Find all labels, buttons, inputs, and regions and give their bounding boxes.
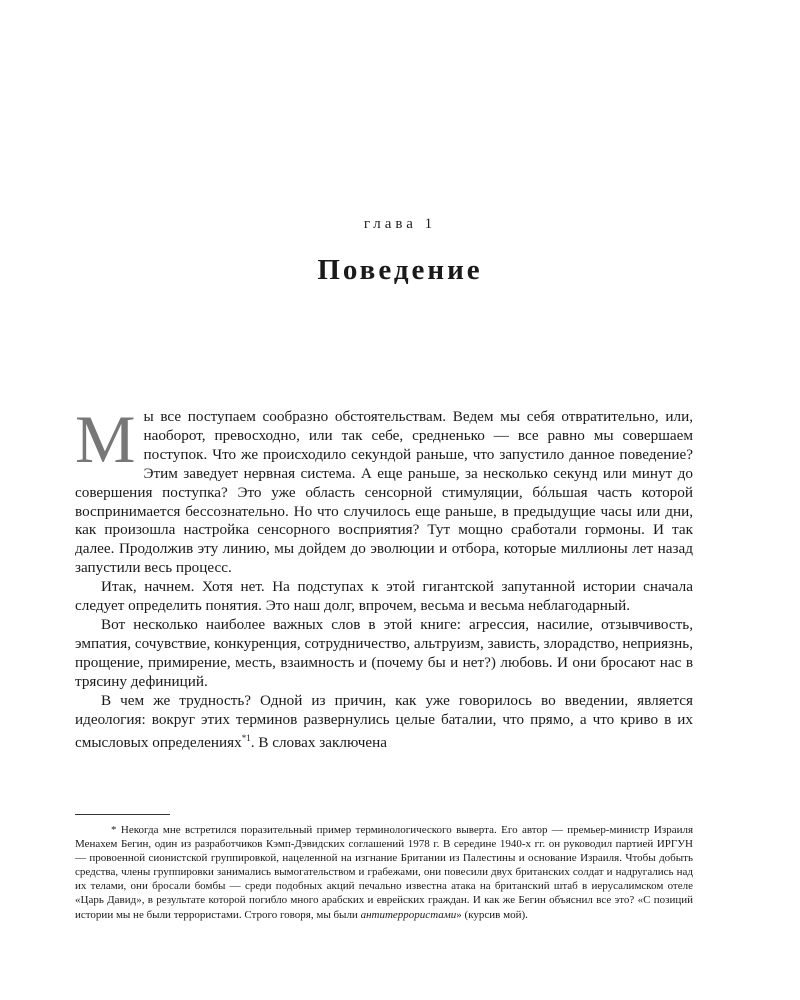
drop-cap: М (75, 401, 136, 477)
footnote-marker: * (111, 824, 117, 836)
chapter-label: глава 1 (363, 216, 437, 232)
paragraph-1-text: ы все поступаем сообразно обстоятельствам. Ведем мы себя отвратительно, или, наоборот, превосходно, или так себе, средненько — все равно мы совершаем поступок. Что же происходило секундой раньше, что запустило данное поведение? Этим заведует нервная система. А еще раньше, за несколько секунд или минут до совершения поступка? Это уже область сенсорной стимуляции, бóльшая часть которой воспринимается бессознательно. Но что случилось еще раньше, в предыдущие часы или дни, как произошла настройка сенсорного восприятия? Тут мощно сработали гормоны. И так далее. Продолжив эту линию, мы дойдем до эволюции и отбора, которые миллионы лет назад запустили весь процесс. (75, 408, 693, 577)
paragraph-2: Итак, начнем. Хотя нет. На подступах к этой гигантской запутанной истории сначала следует определить понятия. Это наш долг, впрочем, весьма и весьма неблагодарный. (75, 578, 693, 615)
footnote-end: » (курсив мой). (456, 908, 528, 921)
footnote-text: Некогда мне встретился поразительный пример терминологического выверта. Его автор — премьер-министр Израиля Менахем Бегин, один из разработчиков Кэмп-Дэвидских соглашений 1978 г. В середине 1940-х гг. он руководил партией ИРГУН — провоенной сионистской группировкой, нацеленной на изгнание Британии из Палестины и основание Израиля. Чтобы добыть средства, члены группировки занимались вымогательством и грабежами, они повесили двух британских солдат и надругались над их телами, они бросали бомбы — среди подобных акций печально известна атака на британский штаб в иерусалимском отеле «Царь Давид», в результате которой погибло много арабских и еврейских граждан. И как же Бегин объяснил все это? «С позиций истории мы не были террористами. Строго говоря, мы были (75, 824, 694, 921)
chapter-body (75, 401, 693, 753)
footnote-divider (75, 814, 170, 815)
paragraph-4 (75, 692, 693, 754)
paragraph-4-text: В чем же трудность? Одной из причин, как уже говорилось во введении, является идеология: вокруг этих терминов развернулись целые баталии, что прямо, а что криво в их смысловых определениях (75, 691, 693, 752)
paragraph-4-end: . В словах заключена (250, 734, 387, 752)
paragraph-3: Вот несколько наиболее важных слов в этой книге: агрессия, насилие, отзывчивость, эмпатия, сочувствие, конкуренция, сотрудничество, альтруизм, зависть, злорадство, неприязнь, прощение, примирение, месть, взаимность и (почему бы и нет?) любовь. И они бросают нас в трясину дефиниций. (75, 615, 693, 690)
footnote-reference[interactable]: *1 (241, 733, 251, 744)
paragraph-1 (75, 401, 693, 578)
footnote (75, 823, 693, 922)
footnote-italic: антитеррористами (360, 908, 457, 921)
chapter-title: Поведение (317, 254, 483, 286)
